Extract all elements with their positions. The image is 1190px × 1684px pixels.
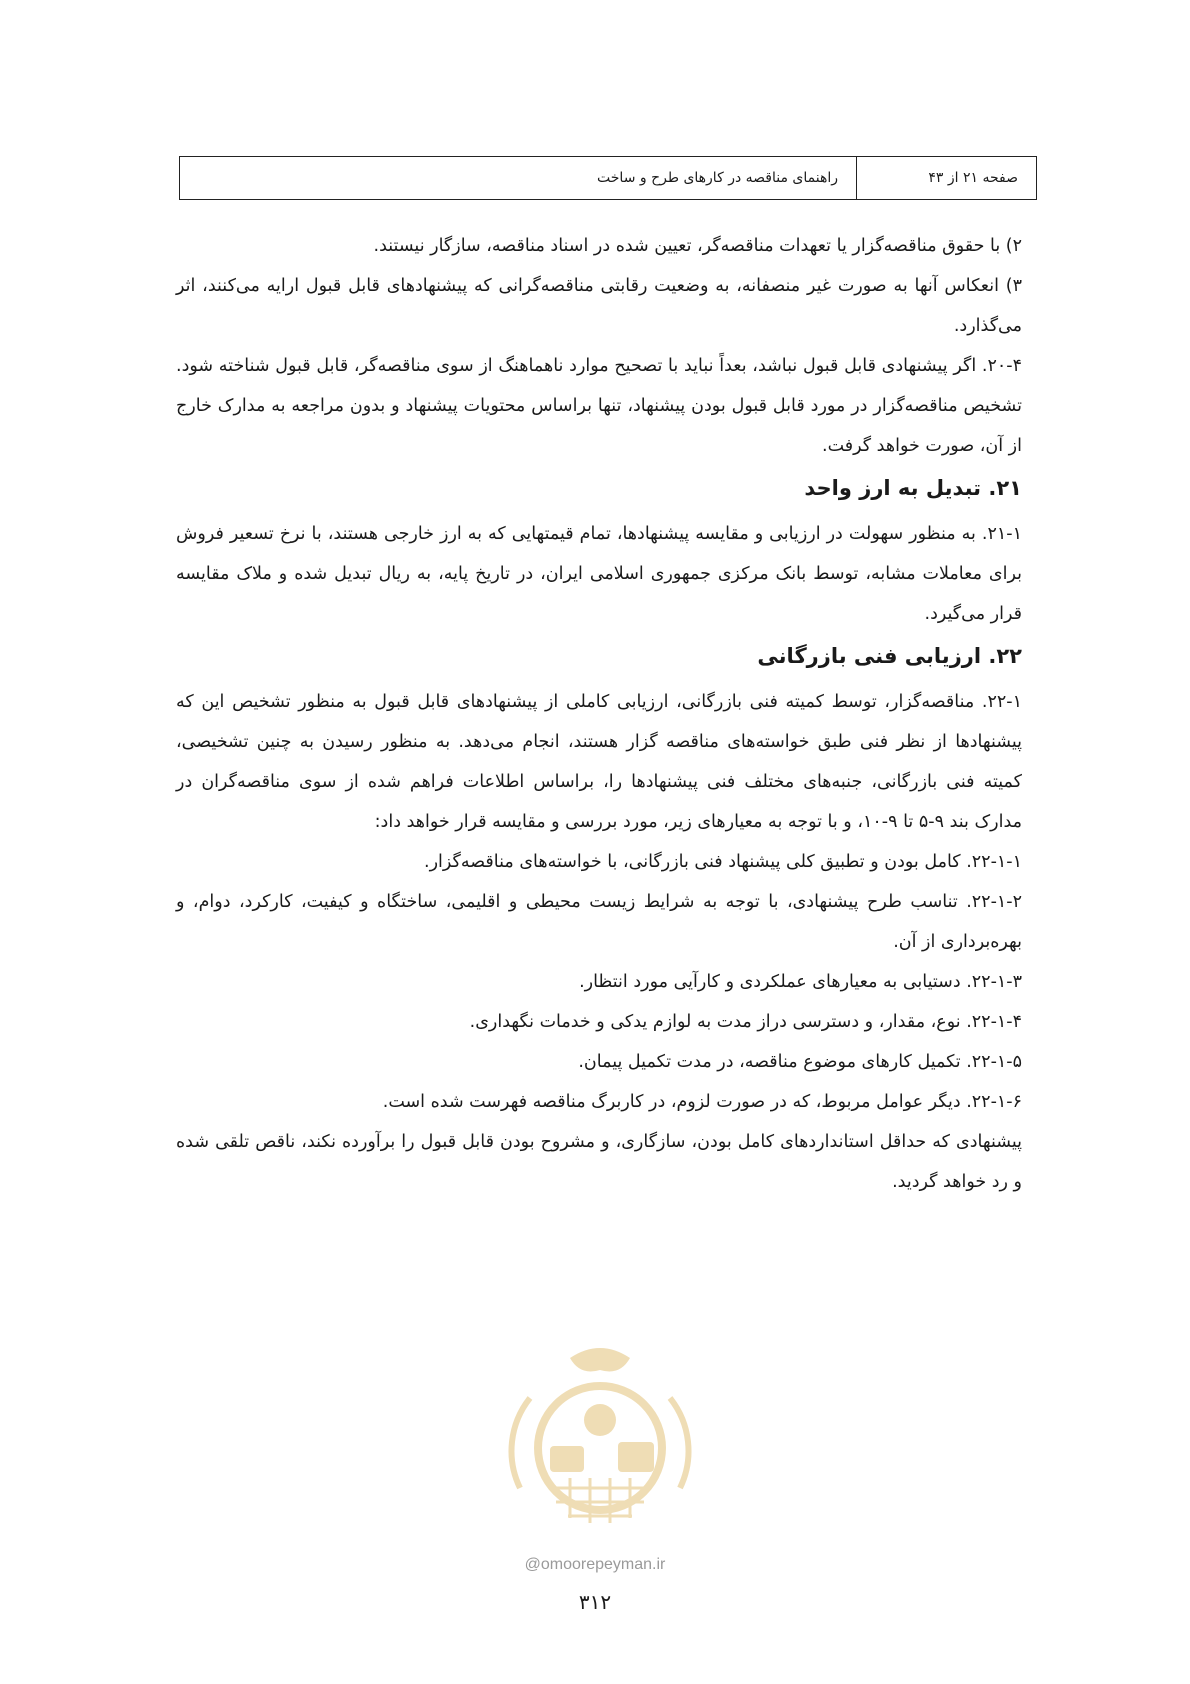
page-header-table	[179, 156, 1037, 200]
page-count-label: صفحه ۲۱ از ۴۳	[856, 157, 1036, 199]
criterion-22-1-6: ۲۲-۱-۶. دیگر عوامل مربوط، که در صورت لزوم، در کاربرگ مناقصه فهرست شده است.	[382, 1092, 1022, 1112]
paragraph-20-4: ۲۰-۴. اگر پیشنهادی قابل قبول نباشد، بعداً نباید با تصحیح موارد ناهماهنگ از سوی مناقصه‌گر، قابل قبول شناخته شود. تشخیص مناقصه‌گزار در مورد قابل قبول بودن پیشنهاد، تنها براساس محتویات پیشنهاد و بدون مراجعه به مدارک خارج از آن، صورت خواهد گرفت.	[176, 356, 1022, 456]
section-heading-22: ۲۲. ارزیابی فنی بازرگانی	[757, 644, 1022, 668]
criterion-22-1-3: ۲۲-۱-۳. دستیابی به معیارهای عملکردی و کارآیی مورد انتظار.	[579, 972, 1022, 992]
page-number: ۳۱۲	[578, 1590, 612, 1614]
criterion-22-1-1: ۲۲-۱-۱. کامل بودن و تطبیق کلی پیشنهاد فنی بازرگانی، با خواسته‌های مناقصه‌گزار.	[424, 852, 1022, 872]
document-body	[176, 226, 1022, 1202]
criterion-22-1-2: ۲۲-۱-۲. تناسب طرح پیشنهادی، با توجه به شرایط زیست محیطی و اقلیمی، ساختگاه و کیفیت، کارکرد، دوام، و بهره‌برداری از آن.	[176, 892, 1022, 952]
paragraph-21-1: ۲۱-۱. به منظور سهولت در ارزیابی و مقایسه پیشنهادها، تمام قیمتهایی که به ارز خارجی هستند، با نرخ تسعیر فروش برای معاملات مشابه، توسط بانک مرکزی جمهوری اسلامی ایران، در تاریخ پایه، به ریال تبدیل شده و ملاک مقایسه قرار می‌گیرد.	[176, 524, 1022, 624]
criterion-22-1-5: ۲۲-۱-۵. تکمیل کارهای موضوع مناقصه، در مدت تکمیل پیمان.	[578, 1052, 1022, 1072]
paragraph-22-1: ۲۲-۱. مناقصه‌گزار، توسط کمیته فنی بازرگانی، ارزیابی کاملی از پیشنهادهای قابل قبول به منظور تشخیص این که پیشنهادها از نظر فنی طبق خواسته‌های مناقصه گزار هستند، انجام می‌دهد. به منظور رسیدن به چنین تشخیصی، کمیته فنی بازرگانی، جنبه‌های مختلف فنی پیشنهادها را، براساس اطلاعات فراهم شده از سوی مناقصه‌گران در مدارک بند ۹-۵ تا ۹-۱۰، و با توجه به معیارهای زیر، مورد بررسی و مقایسه قرار خواهد داد:	[176, 692, 1022, 832]
paragraph-rejection-note: پیشنهادی که حداقل استانداردهای کامل بودن، سازگاری، و مشروح بودن قابل قبول را برآورده نکند، ناقص تلقی شده و رد خواهد گردید.	[176, 1132, 1022, 1192]
at-icon: @	[524, 1556, 541, 1573]
paragraph-item-3: ۳) انعکاس آنها به صورت غیر منصفانه، به وضعیت رقابتی مناقصه‌گرانی که پیشنهادهای قابل قبول ارایه می‌کنند، اثر می‌گذارد.	[176, 276, 1022, 336]
criterion-22-1-4: ۲۲-۱-۴. نوع، مقدار، و دسترسی دراز مدت به لوازم یدکی و خدمات نگهداری.	[469, 1012, 1022, 1032]
section-heading-21: ۲۱. تبدیل به ارز واحد	[804, 476, 1022, 500]
document-title: راهنمای مناقصه در کارهای طرح و ساخت	[597, 170, 838, 186]
watermark-seal-icon	[490, 1338, 710, 1538]
paragraph-item-2: ۲) با حقوق مناقصه‌گزار یا تعهدات مناقصه‌گر، تعیین شده در اسناد مناقصه، سازگار نیستند.	[373, 236, 1022, 256]
website-watermark	[0, 1556, 1190, 1574]
website-text: omoorepeyman.ir	[540, 1556, 666, 1573]
